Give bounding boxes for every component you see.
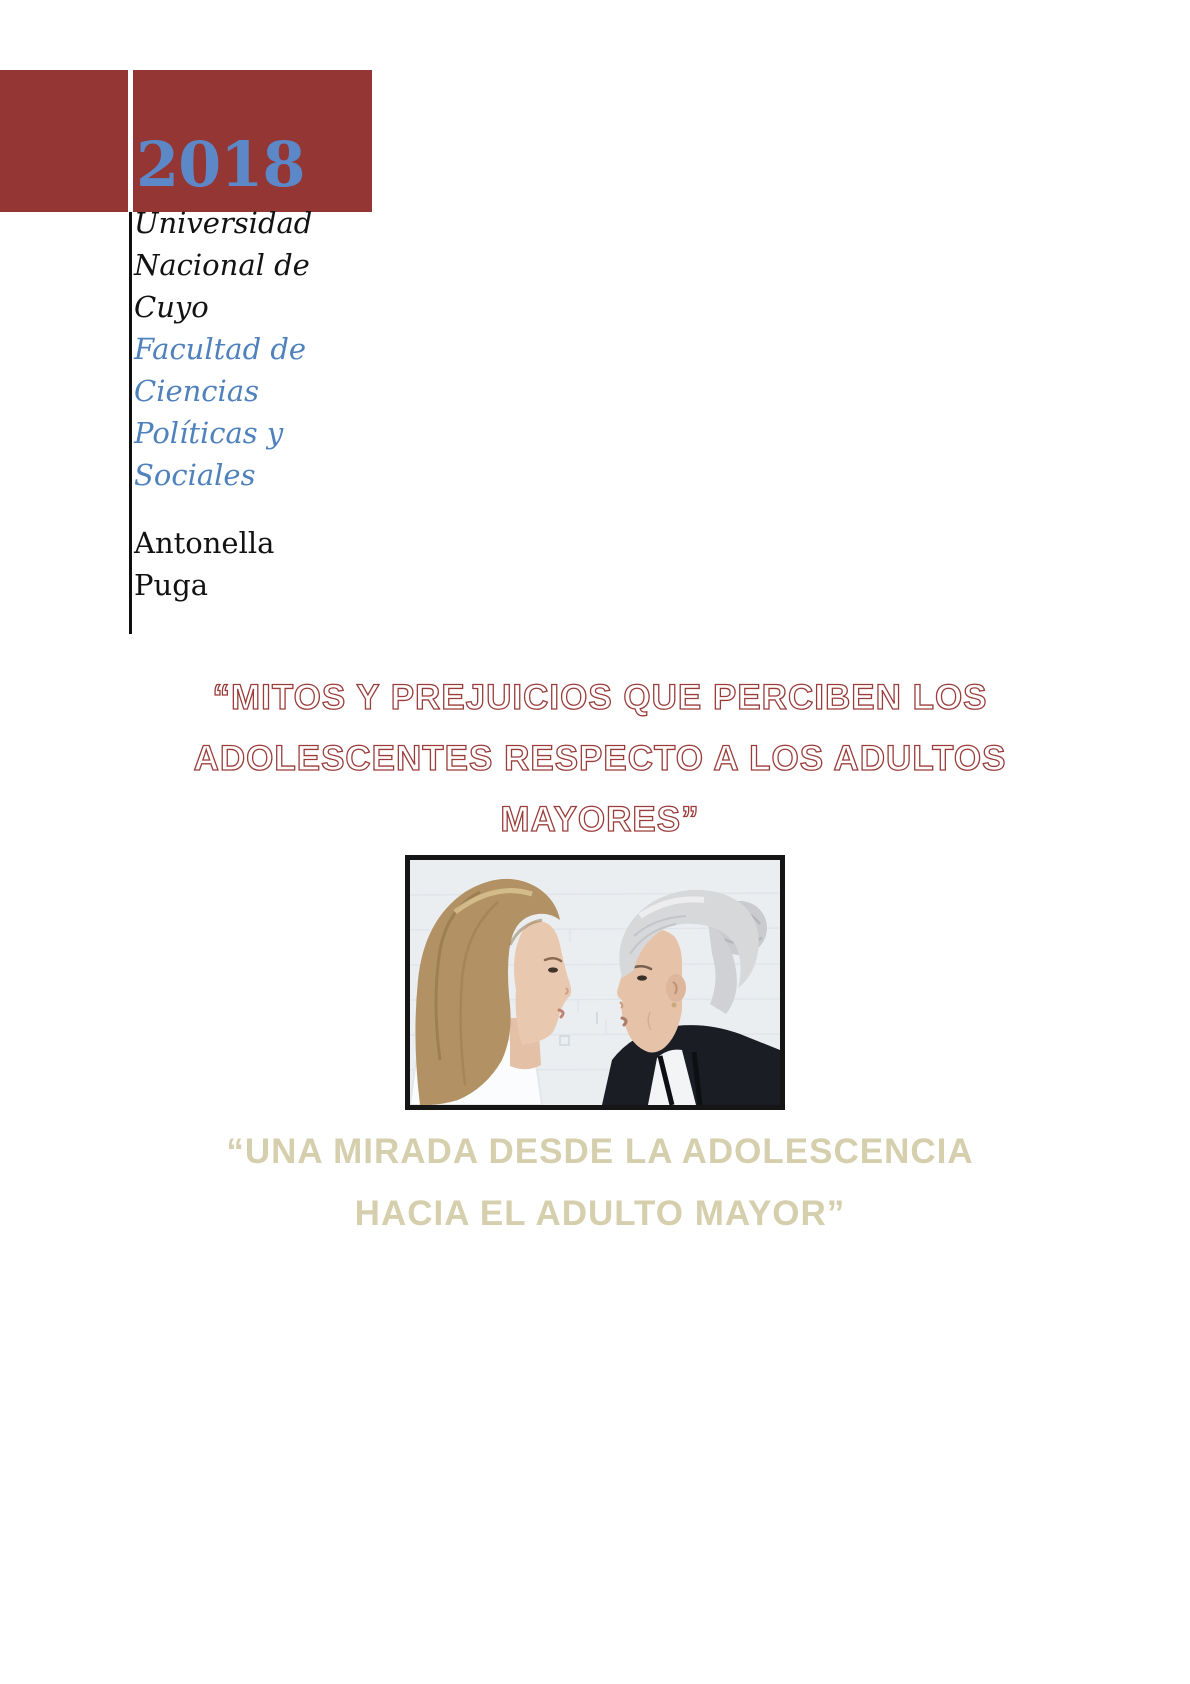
- author-line: Puga: [134, 568, 209, 602]
- faculty-line: Ciencias: [134, 374, 259, 408]
- faculty-line: Políticas y: [134, 416, 284, 450]
- banner-left-block: [0, 70, 128, 212]
- main-title: [130, 667, 1070, 850]
- author-line: Antonella: [134, 526, 275, 560]
- main-title-line: MAYORES”: [500, 800, 700, 839]
- faculty-name: [134, 328, 364, 496]
- cover-photo-frame: [405, 855, 785, 1110]
- university-line: Nacional de: [134, 248, 310, 282]
- university-line: Universidad: [134, 206, 313, 240]
- subtitle: [130, 1121, 1070, 1245]
- institution-block: [134, 202, 364, 606]
- main-title-line: “MITOS Y PREJUICIOS QUE PERCIBEN LOS: [212, 678, 988, 717]
- cover-photo-image: [410, 860, 780, 1105]
- university-name: [134, 202, 364, 328]
- subtitle-line: HACIA EL ADULTO MAYOR”: [354, 1194, 846, 1233]
- year-label: 2018: [136, 128, 305, 201]
- subtitle-line: “UNA MIRADA DESDE LA ADOLESCENCIA: [226, 1132, 974, 1171]
- main-title-line: ADOLESCENTES RESPECTO A LOS ADULTOS: [193, 739, 1007, 778]
- faculty-line: Sociales: [134, 458, 256, 492]
- author-name: [134, 522, 364, 606]
- vertical-rule: [129, 212, 132, 634]
- university-line: Cuyo: [134, 290, 209, 324]
- banner-year-block: [133, 70, 372, 212]
- faculty-line: Facultad de: [134, 332, 307, 366]
